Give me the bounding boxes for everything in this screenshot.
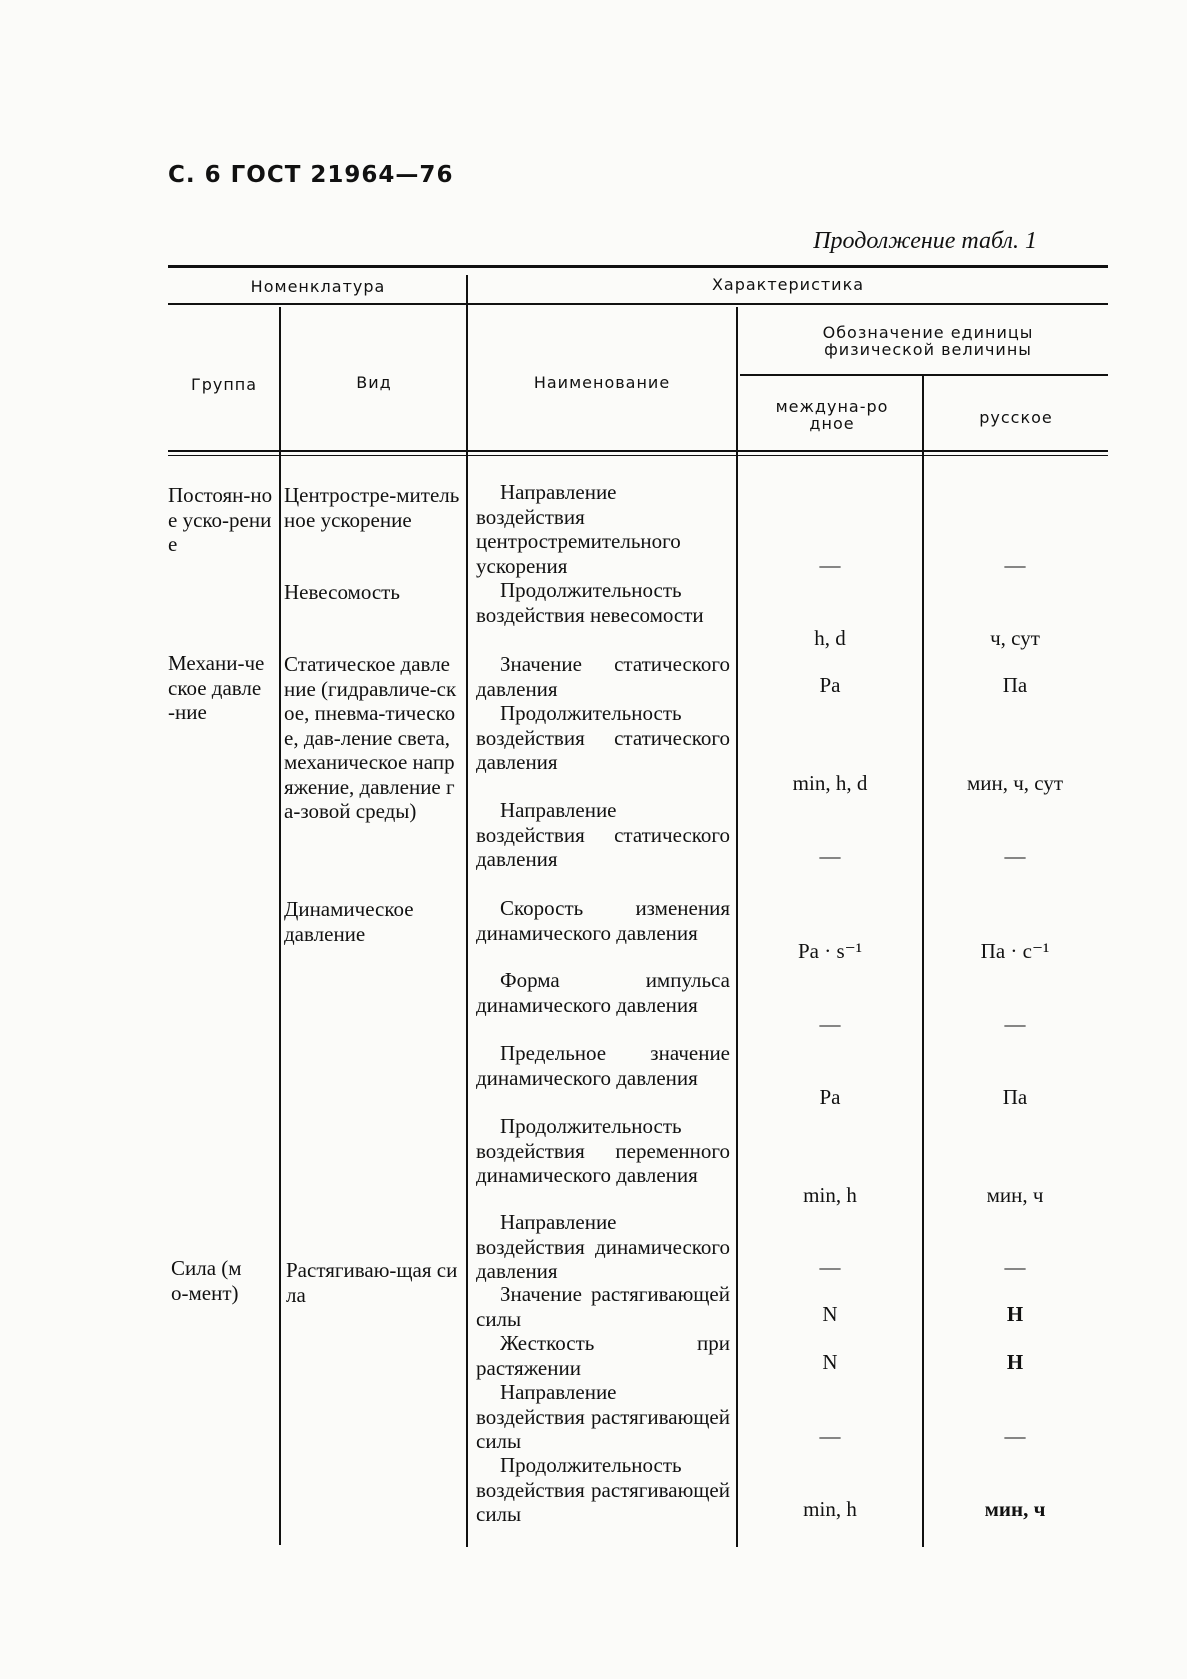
col-rule-name-unit: [736, 307, 738, 1547]
name-row-10: Направление воздействия динамического давления: [476, 1210, 730, 1283]
name-row-9: Продолжительность воздействия переменного динамического давления: [476, 1114, 730, 1187]
unit-ru-row-9: мин, ч: [986, 1183, 1044, 1207]
name-row-3: Значение статического давления: [476, 652, 730, 701]
table-continuation-label: Продолжение табл. 1: [813, 228, 1037, 254]
unit-ru-row-3: Па: [1002, 673, 1028, 697]
header-bottom-rule: [168, 450, 1108, 452]
kind-centripetal-acceleration: Центростре-мительное ускорение: [284, 483, 460, 532]
table-top-rule: [168, 265, 1108, 268]
header-unit-designation: Обозначение единицы физической величины: [822, 323, 1034, 359]
unit-intl-row-6: Pa · s⁻¹: [797, 939, 863, 963]
unit-ru-row-6: Па · с⁻¹: [980, 939, 1050, 963]
header-group: Группа: [190, 375, 258, 394]
name-row-5: Направление воздействия статического давления: [476, 798, 730, 871]
unit-intl-row-2: h, d: [814, 626, 846, 650]
kind-dynamic-pressure: Динамическое давление: [284, 897, 414, 946]
name-row-14: Продолжительность воздействия растягивающей силы: [476, 1453, 730, 1526]
name-row-4: Продолжительность воздействия статического давления: [476, 701, 730, 774]
group-constant-acceleration: Постоян-ное уско-рение: [168, 483, 273, 556]
col-rule-group-kind: [279, 307, 281, 1545]
kind-static-pressure: Статическое давление (гидравличе-ское, пневма-тическое, дав-ление света, механическое напряжение, давление га-зовой среды): [284, 652, 457, 823]
page-header: С. 6 ГОСТ 21964—76: [168, 162, 454, 188]
header-bottom-rule-2: [168, 455, 1108, 456]
unit-ru-row-8: Па: [1002, 1085, 1028, 1109]
col-rule-intl-ru: [922, 376, 924, 1547]
unit-intl-row-10: —: [819, 1255, 841, 1279]
unit-intl-row-9: min, h: [803, 1183, 857, 1207]
unit-ru-row-13: —: [1004, 1424, 1026, 1448]
header-rule-units: [740, 374, 1108, 376]
header-rule-1: [168, 303, 1108, 305]
header-characteristic: Характеристика: [711, 275, 865, 294]
col-rule-kind-name: [466, 275, 468, 1547]
unit-intl-row-3: Pa: [819, 673, 841, 697]
unit-intl-row-14: min, h: [803, 1497, 857, 1521]
unit-intl-row-1: —: [819, 553, 841, 577]
header-russian: русское: [979, 408, 1053, 427]
name-row-8: Предельное значение динамического давления: [476, 1041, 730, 1090]
unit-intl-row-4: min, h, d: [792, 771, 868, 795]
name-row-13: Направление воздействия растягивающей силы: [476, 1380, 730, 1453]
unit-ru-row-14: мин, ч: [984, 1497, 1046, 1521]
unit-intl-row-11: N: [822, 1302, 838, 1326]
unit-ru-row-5: —: [1004, 844, 1026, 868]
name-row-7: Форма импульса динамического давления: [476, 968, 730, 1017]
header-name: Наименование: [533, 373, 671, 392]
kind-weightlessness: Невесомость: [284, 580, 400, 604]
unit-ru-row-10: —: [1004, 1255, 1026, 1279]
unit-ru-row-12: Н: [1006, 1350, 1024, 1374]
unit-ru-row-7: —: [1004, 1012, 1026, 1036]
unit-intl-row-8: Pa: [819, 1085, 841, 1109]
unit-intl-row-13: —: [819, 1424, 841, 1448]
unit-intl-row-12: N: [822, 1350, 838, 1374]
unit-ru-row-1: —: [1004, 553, 1026, 577]
unit-intl-row-5: —: [819, 844, 841, 868]
name-row-12: Жесткость при растяжении: [476, 1331, 730, 1380]
group-force: Сила (мо-мент): [171, 1256, 242, 1305]
unit-intl-row-7: —: [819, 1012, 841, 1036]
unit-ru-row-4: мин, ч, сут: [966, 771, 1064, 795]
name-row-2: Продолжительность воздействия невесомости: [476, 578, 704, 627]
name-row-6: Скорость изменения динамического давления: [476, 896, 730, 945]
header-international: междуна-родное: [775, 397, 889, 433]
unit-ru-row-2: ч, сут: [990, 626, 1040, 650]
group-mechanical-pressure: Механи-ческое давле-ние: [168, 651, 265, 724]
unit-ru-row-11: Н: [1006, 1302, 1024, 1326]
kind-tensile-force: Растягиваю-щая сила: [286, 1258, 458, 1307]
name-row-1: Направление воздействия центростремительного ускорения: [476, 480, 681, 578]
header-nomenclature: Номенклатура: [250, 277, 386, 296]
name-row-11: Значение растягивающей силы: [476, 1282, 730, 1331]
header-kind: Вид: [356, 373, 392, 392]
